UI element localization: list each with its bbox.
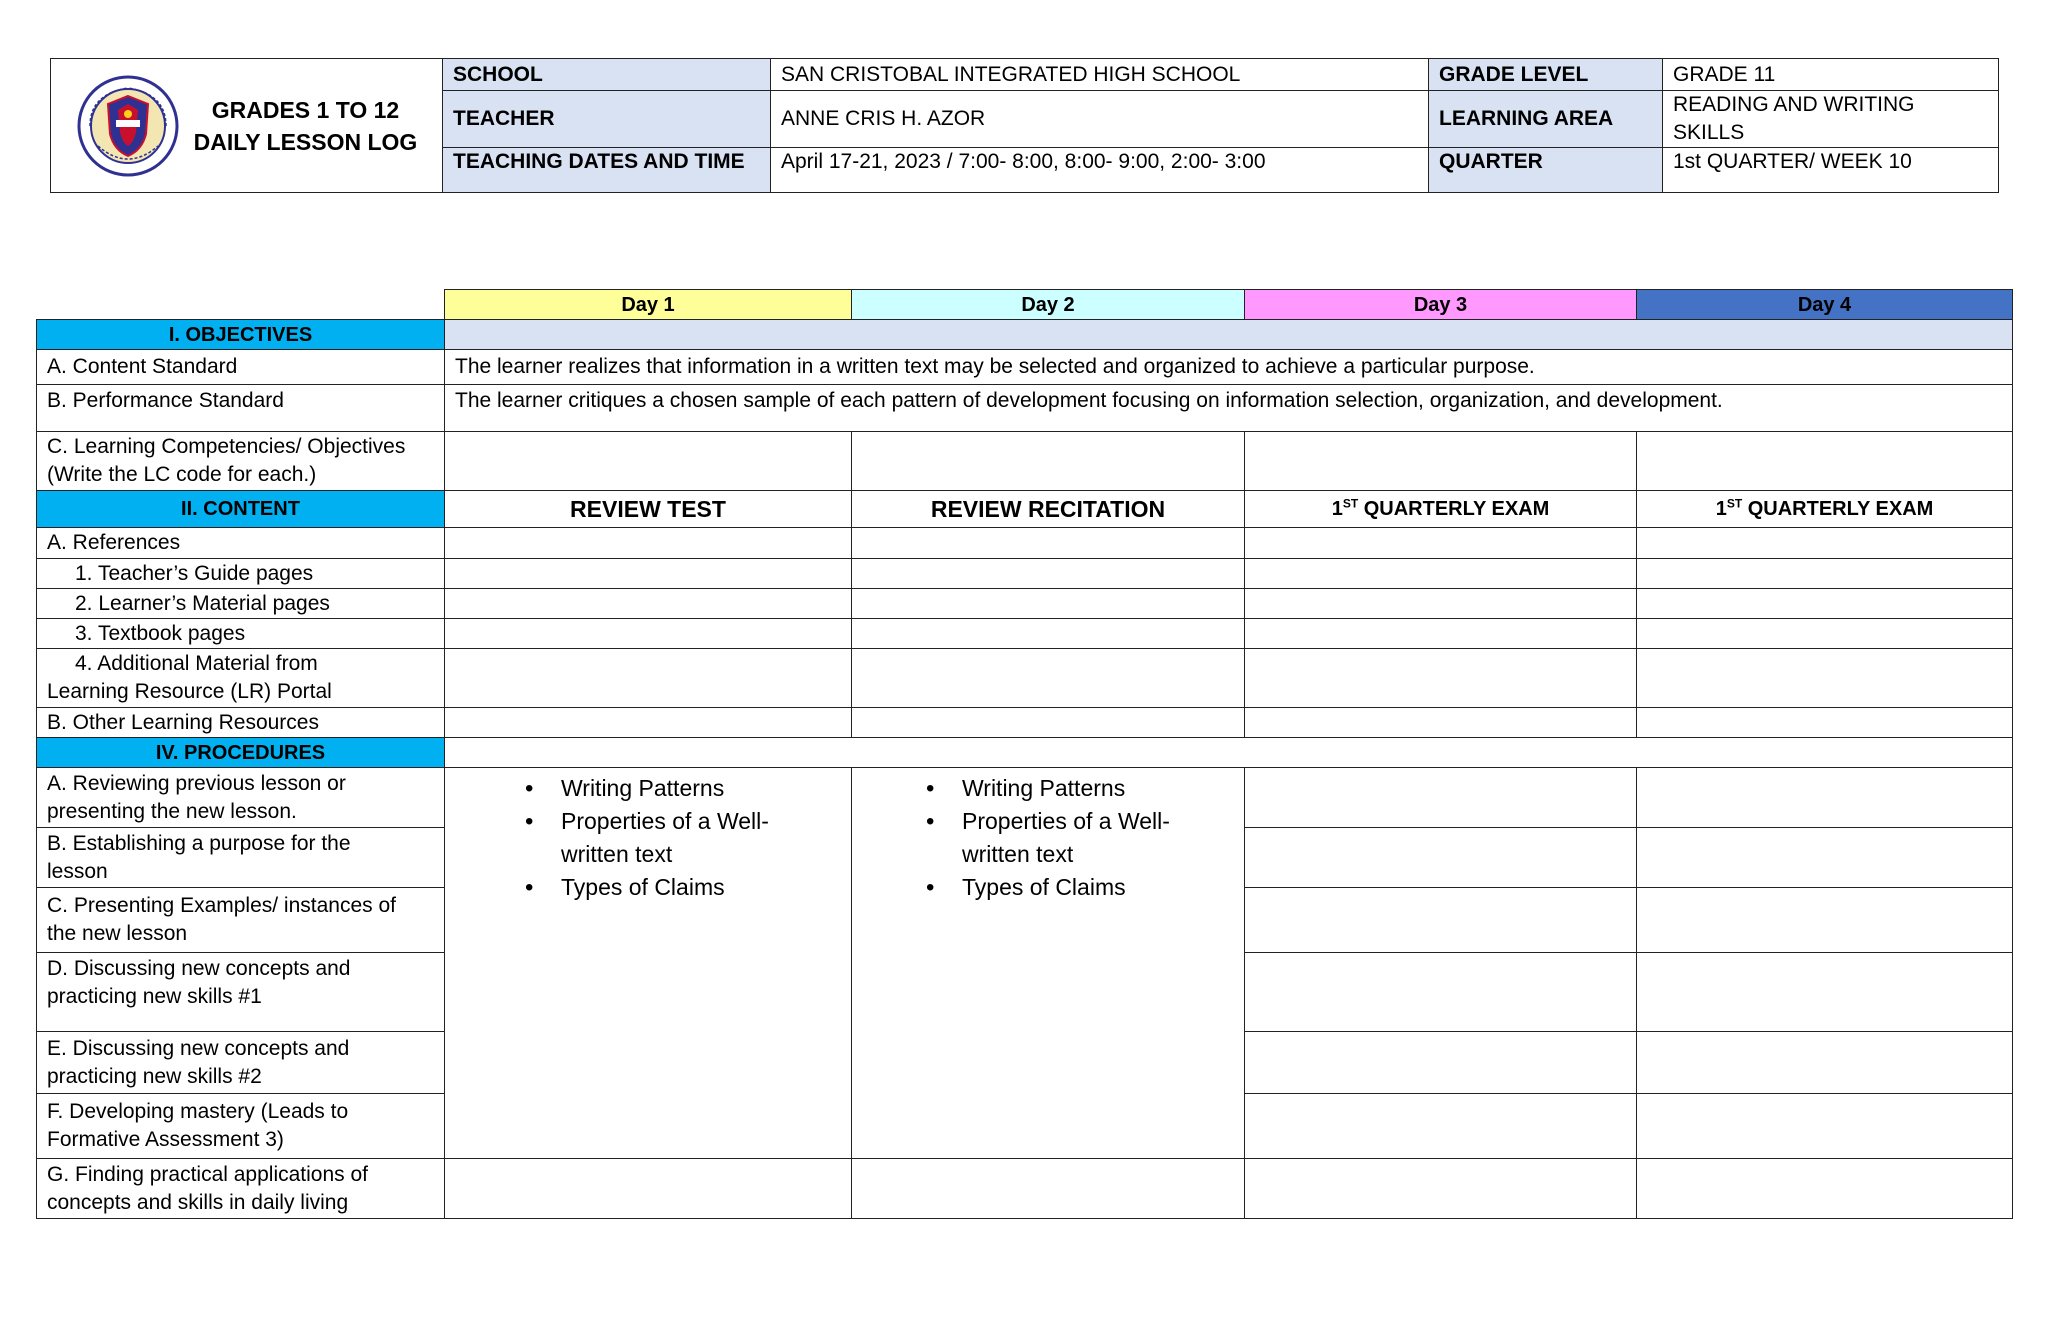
school-label: SCHOOL xyxy=(443,59,771,91)
procedure-b-line-2: lesson xyxy=(47,859,108,883)
competencies-label-line-1: C. Learning Competencies/ Objectives xyxy=(47,435,406,458)
dates-value: April 17-21, 2023 / 7:00- 8:00, 8:00- 9:00, 2:00- 3:00 xyxy=(771,148,1429,193)
performance-standard-label: B. Performance Standard xyxy=(37,385,445,432)
procedure-d-line-2: practicing new skills #1 xyxy=(47,985,262,1008)
teachers-guide-label: 1. Teacher’s Guide pages xyxy=(37,559,445,589)
review-point-item: • Properties of a Well- written text xyxy=(962,805,1234,871)
procedure-a-label xyxy=(37,768,445,828)
procedure-d-label xyxy=(37,953,445,1032)
performance-standard-value: The learner critiques a chosen sample of each pattern of development focusing on information selection, organization, and development. xyxy=(445,385,2013,432)
day-3-header: Day 3 xyxy=(1245,290,1637,320)
procedure-f-line-1: F. Developing mastery (Leads to xyxy=(47,1100,349,1123)
learning-area-value: READING AND WRITING SKILLS xyxy=(1663,91,1999,148)
additional-material-label xyxy=(37,649,445,708)
procedure-e-label xyxy=(37,1032,445,1094)
day-2-header: Day 2 xyxy=(852,290,1245,320)
content-day-1: REVIEW TEST xyxy=(445,491,852,528)
section-objectives: I. OBJECTIVES xyxy=(37,320,445,350)
content-day-3: 1ST QUARTERLY EXAM xyxy=(1245,491,1637,528)
learning-area-label: LEARNING AREA xyxy=(1429,91,1663,148)
content-day-4: 1ST QUARTERLY EXAM xyxy=(1637,491,2013,528)
dates-label: TEACHING DATES AND TIME xyxy=(443,148,771,193)
grade-level-label: GRADE LEVEL xyxy=(1429,59,1663,91)
competencies-label xyxy=(37,432,445,491)
procedure-e-line-1: E. Discussing new concepts and xyxy=(47,1036,350,1060)
logo-title-cell xyxy=(51,59,443,193)
additional-material-line-1: 4. Additional Material from xyxy=(75,652,318,675)
lesson-log-table xyxy=(36,289,2013,1219)
review-point-item: • Writing Patterns xyxy=(561,772,841,805)
header-table xyxy=(50,58,1999,193)
review-point-item: • Writing Patterns xyxy=(962,772,1234,805)
day-4-header: Day 4 xyxy=(1637,290,2013,320)
procedure-b-line-1: B. Establishing a purpose for the xyxy=(47,831,351,855)
additional-material-line-2: Learning Resource (LR) Portal xyxy=(47,680,332,703)
procedure-a-line-1: A. Reviewing previous lesson or xyxy=(47,771,346,795)
procedure-a-line-2: presenting the new lesson. xyxy=(47,799,297,823)
review-points-day-1 xyxy=(445,768,852,1159)
textbook-label: 3. Textbook pages xyxy=(37,619,445,649)
teacher-value: ANNE CRIS H. AZOR xyxy=(771,91,1429,148)
procedure-g-label xyxy=(37,1159,445,1219)
procedure-f-line-2: Formative Assessment 3) xyxy=(47,1128,284,1151)
procedure-g-line-1: G. Finding practical applications of xyxy=(47,1162,368,1186)
procedure-f-label xyxy=(37,1094,445,1159)
content-standard-value: The learner realizes that information in a written text may be selected and organized to achieve a particular purpose. xyxy=(445,350,2013,385)
teacher-label: TEACHER xyxy=(443,91,771,148)
grade-level-value: GRADE 11 xyxy=(1663,59,1999,91)
day-1-header: Day 1 xyxy=(445,290,852,320)
learners-material-label: 2. Learner’s Material pages xyxy=(37,589,445,619)
review-points-day-2 xyxy=(852,768,1245,1159)
content-standard-label: A. Content Standard xyxy=(37,350,445,385)
quarter-value: 1st QUARTER/ WEEK 10 xyxy=(1663,148,1999,193)
review-point-item: • Types of Claims xyxy=(962,871,1234,904)
quarter-label: QUARTER xyxy=(1429,148,1663,193)
procedure-c-line-1: C. Presenting Examples/ instances of xyxy=(47,894,397,917)
school-value: SAN CRISTOBAL INTEGRATED HIGH SCHOOL xyxy=(771,59,1429,91)
section-procedures: IV. PROCEDURES xyxy=(37,738,445,768)
section-content: II. CONTENT xyxy=(37,491,445,528)
competencies-label-line-2: (Write the LC code for each.) xyxy=(47,463,317,486)
procedure-d-line-1: D. Discussing new concepts and xyxy=(47,957,351,980)
title-line-1: GRADES 1 TO 12 xyxy=(211,96,400,123)
procedure-c-label xyxy=(37,888,445,953)
procedure-b-label xyxy=(37,828,445,888)
procedure-e-line-2: practicing new skills #2 xyxy=(47,1064,262,1088)
deped-seal-icon xyxy=(76,74,180,178)
review-point-item: • Properties of a Well- written text xyxy=(561,805,841,871)
procedure-c-line-2: the new lesson xyxy=(47,922,188,945)
title-line-2: DAILY LESSON LOG xyxy=(193,128,418,155)
references-label: A. References xyxy=(37,528,445,559)
other-resources-label: B. Other Learning Resources xyxy=(37,708,445,738)
review-point-item: • Types of Claims xyxy=(561,871,841,904)
objectives-fill xyxy=(445,320,2013,350)
content-day-2: REVIEW RECITATION xyxy=(852,491,1245,528)
procedure-g-line-2: concepts and skills in daily living xyxy=(47,1190,349,1214)
